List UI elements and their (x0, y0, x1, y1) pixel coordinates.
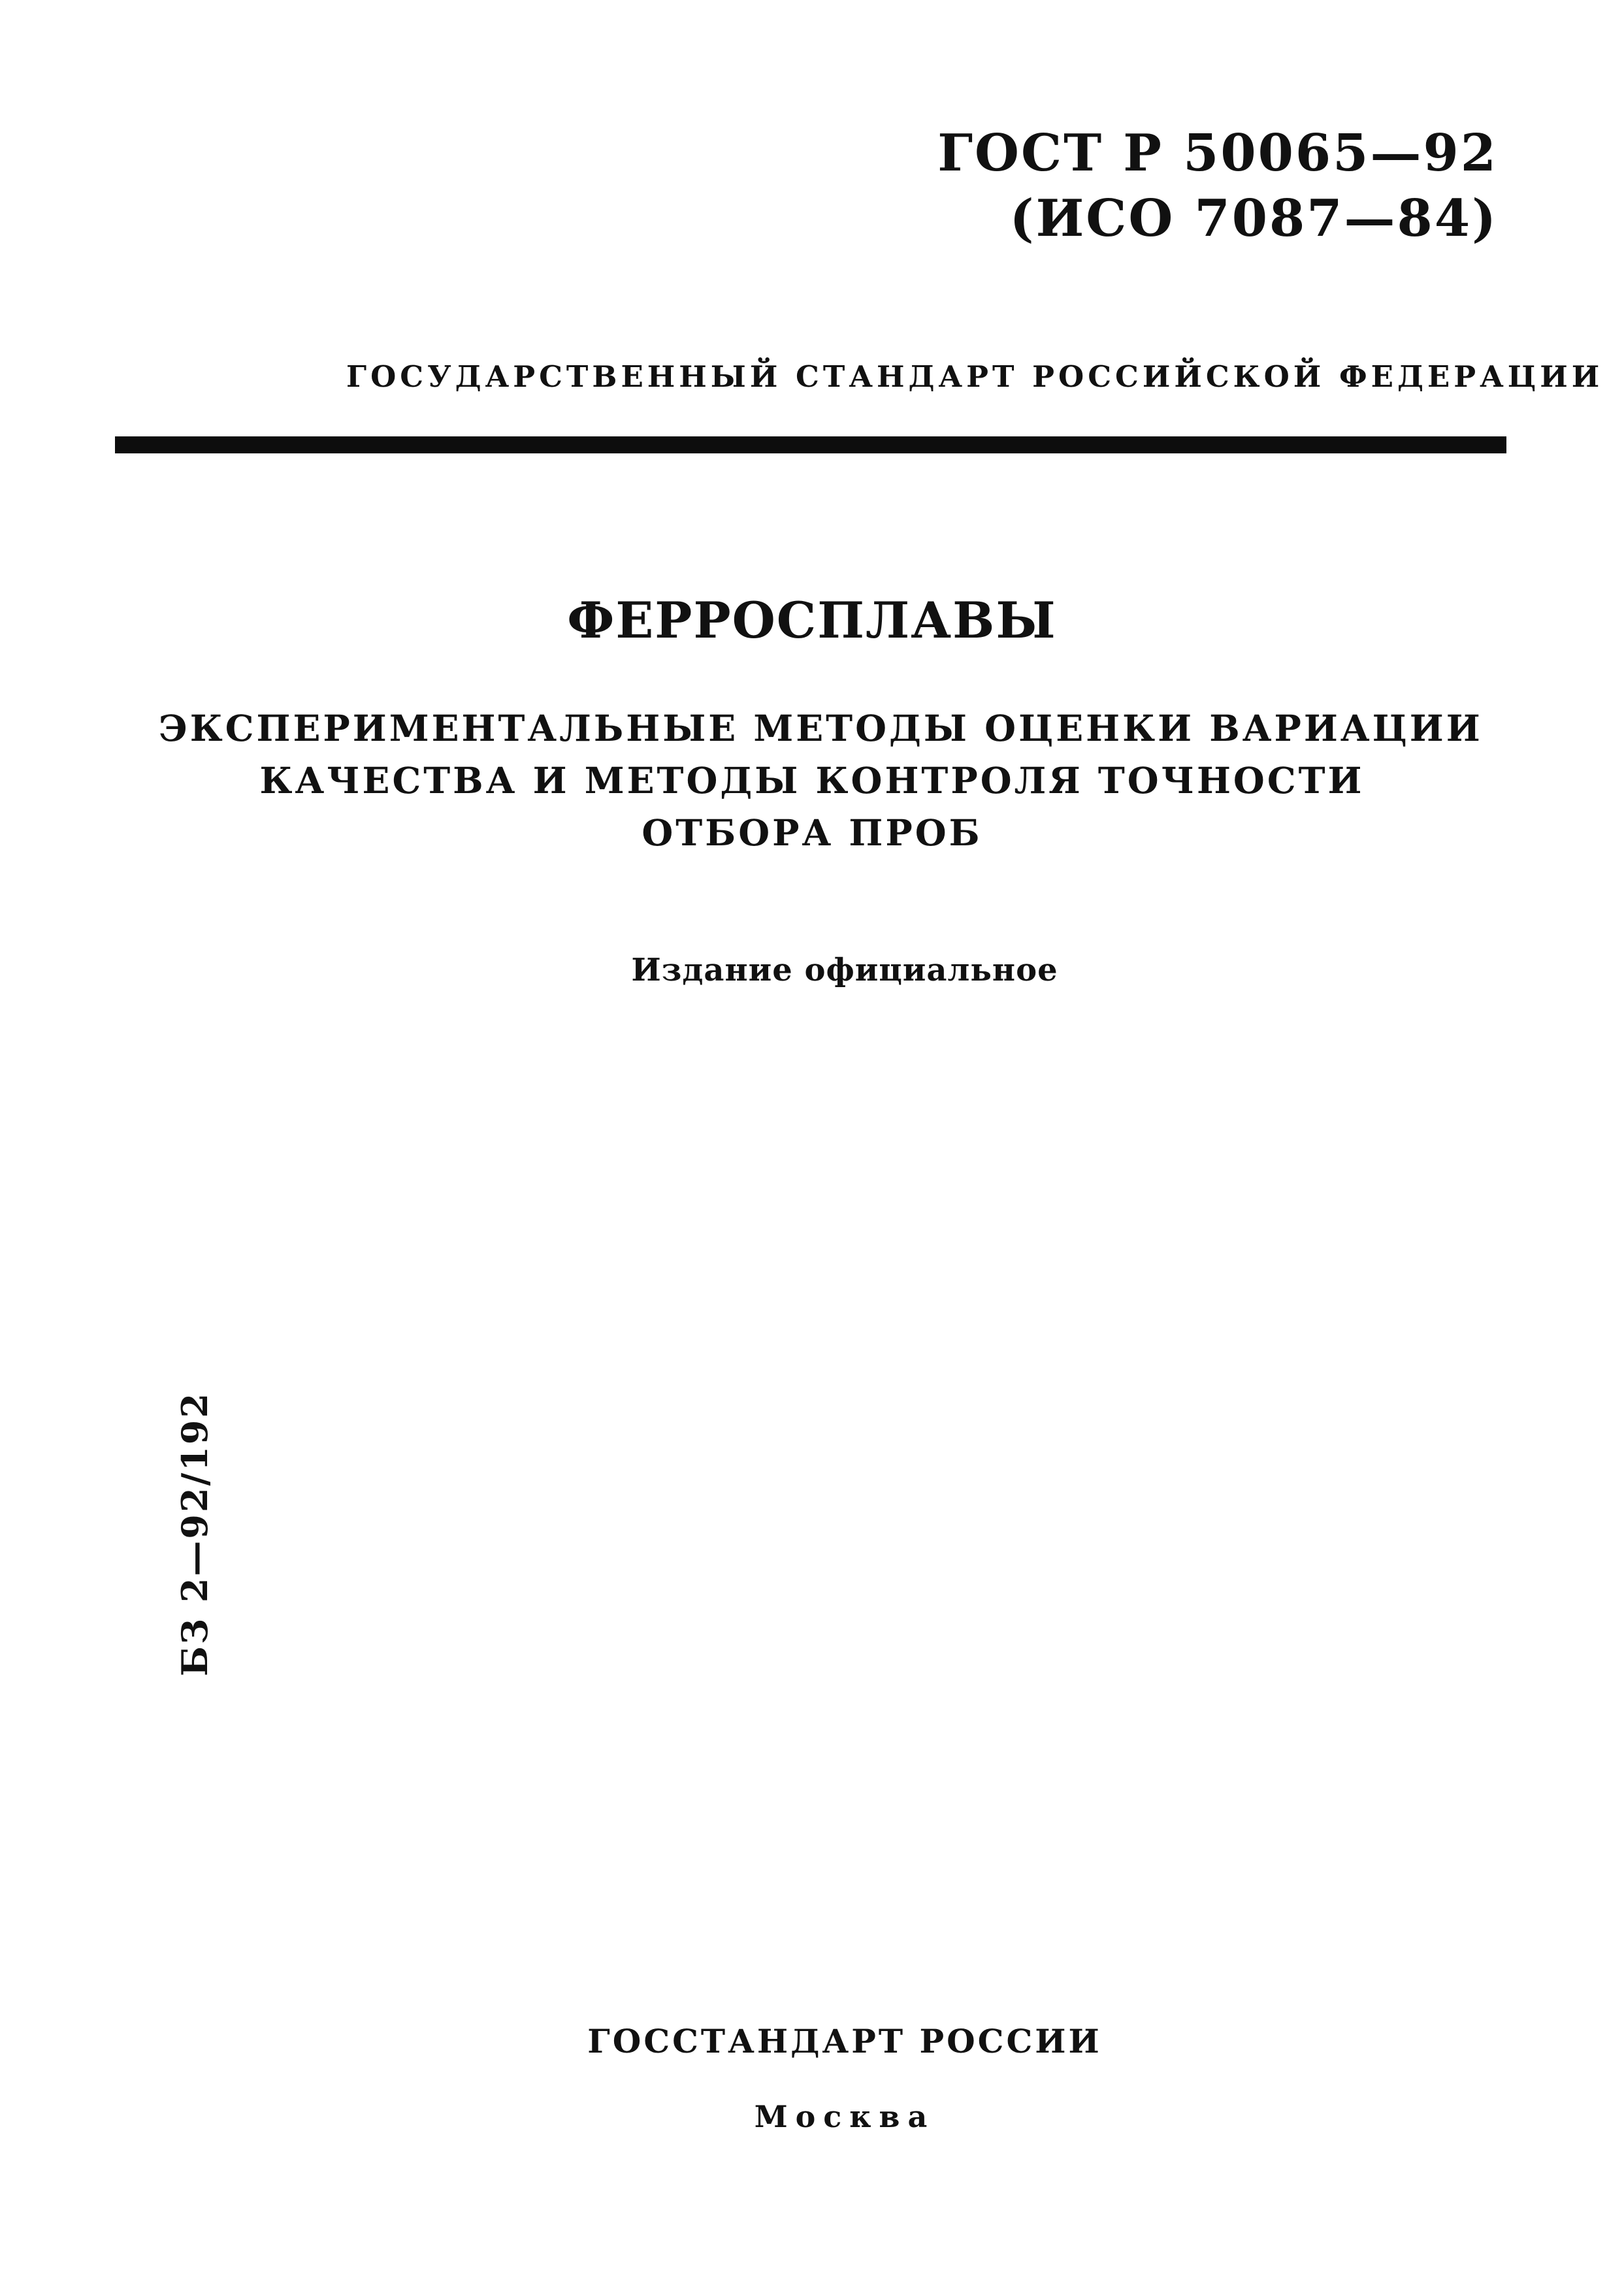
document-subtitle (159, 702, 1483, 859)
subtitle-line: КАЧЕСТВА И МЕТОДЫ КОНТРОЛЯ ТОЧНОСТИ (259, 759, 1365, 802)
edition-label: Издание официальное (631, 952, 1058, 988)
state-standard-label: ГОСУДАРСТВЕННЫЙ СТАНДАРТ РОССИЙСКОЙ ФЕДЕРАЦИИ (346, 359, 1604, 394)
document-title: ФЕРРОСПЛАВЫ (567, 591, 1057, 649)
gost-designation (845, 121, 1498, 252)
subtitle-line: ЭКСПЕРИМЕНТАЛЬНЫЕ МЕТОДЫ ОЦЕНКИ ВАРИАЦИИ (159, 707, 1483, 749)
iso-number: (ИСО 7087—84) (1009, 189, 1498, 248)
publisher-city: Москва (754, 2099, 935, 2134)
header-rule (115, 436, 1506, 453)
publisher-name: ГОССТАНДАРТ РОССИИ (587, 2022, 1102, 2060)
gost-number: ГОСТ Р 50065—92 (937, 123, 1498, 183)
subtitle-line: ОТБОРА ПРОБ (641, 811, 983, 854)
side-code-text: БЗ 2—92/192 (174, 1391, 216, 1677)
